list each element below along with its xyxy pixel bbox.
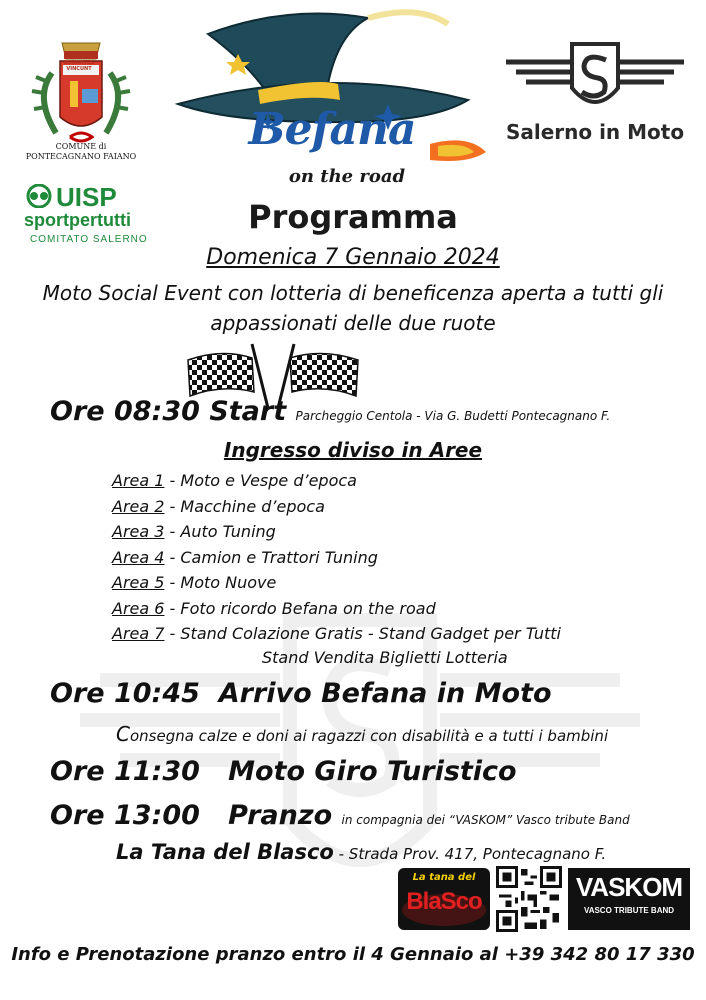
salerno-in-moto-logo-icon	[500, 38, 690, 118]
venue-name: La Tana del Blasco	[116, 840, 334, 864]
area-7-extra: Stand Vendita Biglietti Lotteria	[262, 648, 508, 667]
footer-info: Info e Prenotazione pranzo entro il 4 Gennaio al +39 342 80 17 330	[11, 944, 695, 965]
venue-address: - Strada Prov. 417, Pontecagnano F.	[333, 845, 607, 863]
befana-title: Befana	[248, 104, 416, 155]
salerno-in-moto-name: Salerno in Moto	[505, 120, 685, 144]
qr-code-icon[interactable]	[496, 866, 562, 932]
tana-logo-line1: La tana del	[412, 872, 476, 883]
arrivo-time: Ore 10:45	[50, 678, 200, 709]
arrivo-row	[50, 678, 552, 709]
comune-name: COMUNE di PONTECAGNANO FAIANO	[25, 142, 137, 161]
consegna-text: Consegna calze e doni ai ragazzi con disabilità e a tutti i bambini	[116, 722, 609, 746]
area-list	[112, 468, 672, 647]
list-item: Area 6 - Foto ricordo Befana on the road	[112, 598, 436, 618]
giro-title: Moto Giro Turistico	[228, 756, 517, 787]
list-item: Area 5 - Moto Nuove	[112, 573, 277, 592]
giro-row	[50, 756, 517, 787]
vaskom-name: VASKOM	[575, 872, 683, 902]
start-location: Parcheggio Centola - Via G. Budetti Pontecagnano F.	[295, 409, 611, 423]
tana-logo-line2: BlaSco	[406, 888, 482, 915]
ingresso-heading: Ingresso diviso in Aree	[223, 438, 483, 462]
comune-motto: DURANTES VINCUNT	[63, 60, 95, 72]
befana-subtitle: on the road	[288, 166, 406, 187]
event-date: Domenica 7 Gennaio 2024	[206, 245, 500, 270]
page-title: Programma	[248, 198, 458, 236]
uisp-comitato: COMITATO SALERNO	[30, 234, 148, 245]
giro-time: Ore 11:30	[50, 756, 200, 787]
venue-line	[116, 840, 606, 864]
list-item: Area 4 - Camion e Trattori Tuning	[112, 547, 378, 567]
uisp-name: UISP	[56, 182, 117, 212]
list-item: Area 2 - Macchine d’epoca	[112, 496, 325, 516]
pranzo-time: Ore 13:00	[50, 800, 200, 831]
pranzo-detail: in compagnia dei “VASKOM” Vasco tribute Band	[341, 813, 630, 827]
arrivo-title: Arrivo Befana in Moto	[218, 678, 552, 709]
pranzo-row	[50, 800, 630, 831]
start-time: Ore 08:30 Start	[50, 396, 287, 427]
list-item: Area 3 - Auto Tuning	[112, 522, 276, 541]
uisp-tagline: sportpertutti	[24, 210, 131, 230]
list-item: Area 7 - Stand Colazione Gratis - Stand Gadget per Tutti	[112, 624, 561, 643]
pranzo-title: Pranzo	[228, 800, 333, 831]
vaskom-subtitle: VASCO TRIBUTE BAND	[583, 906, 675, 915]
list-item: Area 1 - Moto e Vespe d’epoca	[112, 471, 357, 490]
event-intro: Moto Social Event con lotteria di beneficenza aperta a tutti gli appassionati delle due ruote	[42, 281, 664, 335]
start-row	[50, 396, 610, 427]
